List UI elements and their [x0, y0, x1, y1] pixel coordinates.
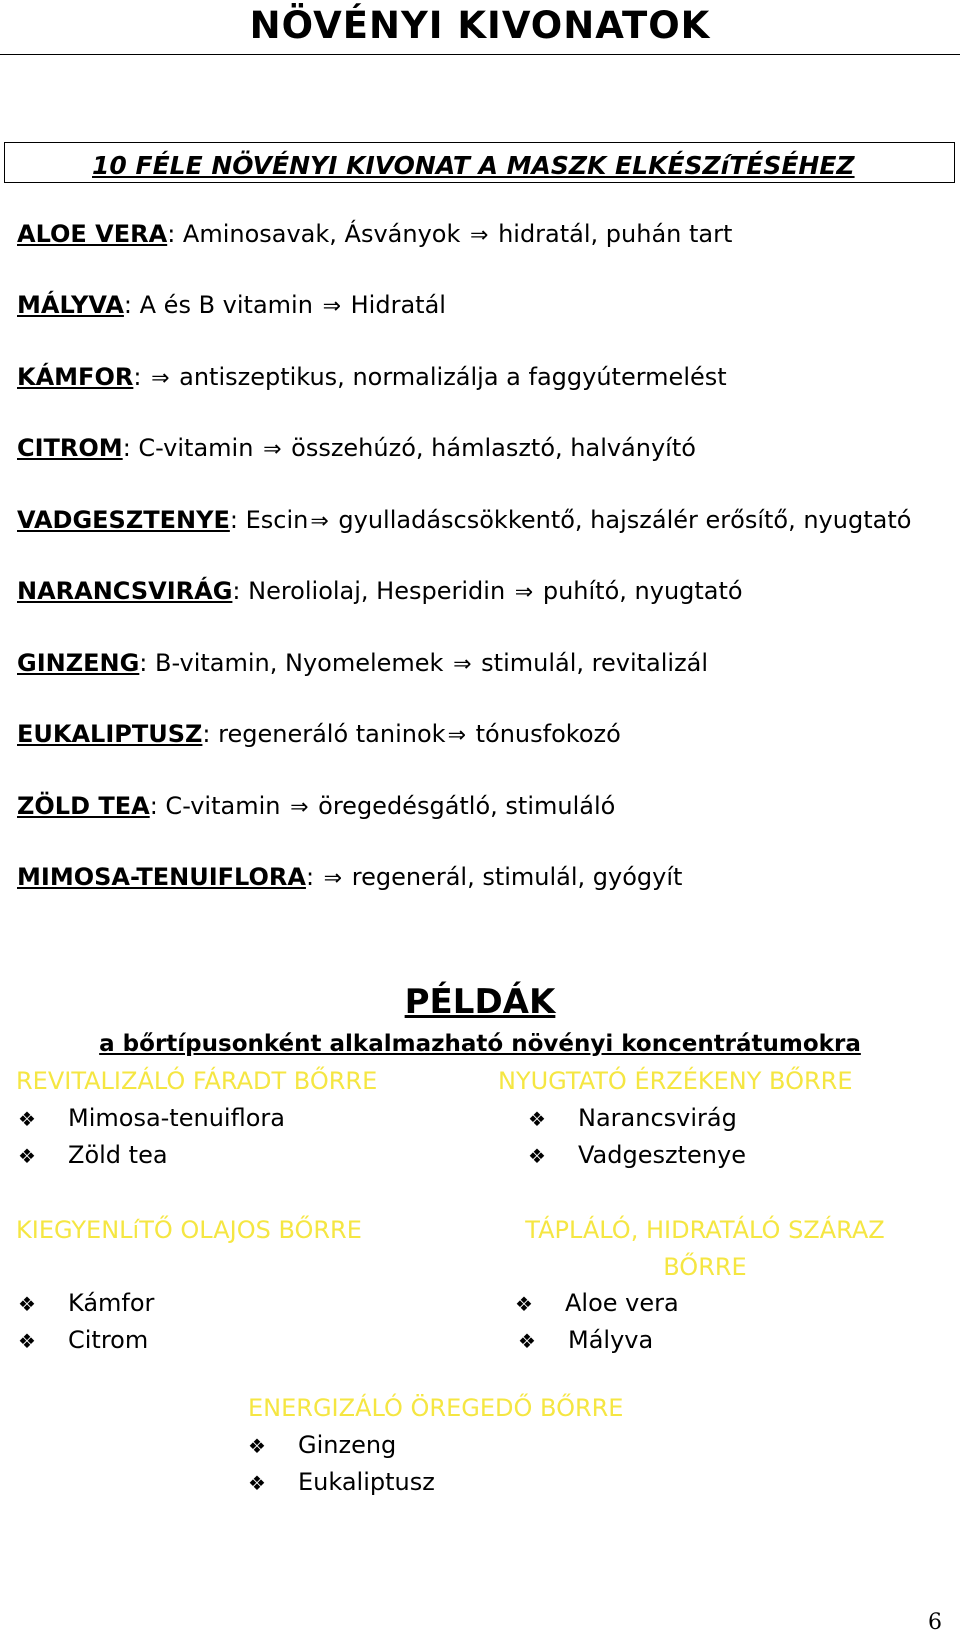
extract-effect: antiszeptikus, normalizálja a faggyútermelést: [171, 363, 727, 391]
category-label: [470, 1212, 940, 1286]
arrow-icon: ⇒: [453, 652, 472, 677]
extract-row: [17, 433, 696, 465]
extract-row: [17, 290, 446, 322]
category-label-line: TÁPLÁLÓ, HIDRATÁLÓ SZÁRAZ: [525, 1216, 885, 1244]
list-item-label: Eukaliptusz: [298, 1468, 435, 1496]
extract-row: [17, 791, 615, 823]
extract-name: VADGESZTENYE: [17, 506, 230, 534]
extract-row: [17, 219, 732, 251]
arrow-icon: ⇒: [290, 795, 309, 820]
arrow-icon: ⇒: [323, 866, 343, 891]
examples-heading: PÉLDÁK: [404, 982, 556, 1022]
extract-row: [17, 505, 911, 537]
list-item: [248, 1427, 396, 1465]
list-item: [528, 1100, 737, 1138]
extract-row: [17, 576, 743, 608]
extract-ingredients: : A és B vitamin: [123, 291, 321, 319]
arrow-icon: ⇒: [322, 294, 341, 319]
list-item: [18, 1285, 154, 1323]
extract-name: GINZENG: [17, 649, 140, 677]
diamond-bullet-icon: ❖: [528, 1107, 546, 1131]
extract-ingredients: :: [305, 863, 322, 891]
arrow-icon: ⇒: [263, 437, 282, 462]
category-label: KIEGYENLíTŐ OLAJOS BŐRRE: [16, 1216, 362, 1244]
list-item: [18, 1322, 148, 1360]
diamond-bullet-icon: ❖: [518, 1329, 536, 1353]
extract-effect: gyulladáscsökkentő, hajszálér erősítő, nyugtató: [330, 506, 912, 534]
extract-ingredients: : Escin: [229, 506, 309, 534]
extract-row: [17, 719, 621, 751]
list-item-label: Narancsvirág: [578, 1104, 737, 1132]
title-divider: [0, 54, 960, 55]
extract-row: [17, 362, 727, 394]
list-item-label: Citrom: [68, 1326, 149, 1354]
diamond-bullet-icon: ❖: [18, 1107, 36, 1131]
list-item: [18, 1100, 285, 1138]
diamond-bullet-icon: ❖: [18, 1329, 36, 1353]
diamond-bullet-icon: ❖: [18, 1144, 36, 1168]
arrow-icon: ⇒: [470, 223, 489, 248]
list-item: [515, 1285, 679, 1323]
list-item-label: Mimosa-tenuiflora: [68, 1104, 285, 1132]
list-item-label: Mályva: [568, 1326, 654, 1354]
extract-ingredients: : C-vitamin: [122, 434, 262, 462]
extract-effect: regenerál, stimulál, gyógyít: [344, 863, 683, 891]
extract-effect: puhító, nyugtató: [535, 577, 743, 605]
extract-effect: hidratál, puhán tart: [490, 220, 733, 248]
arrow-icon: ⇒: [514, 580, 534, 605]
diamond-bullet-icon: ❖: [515, 1292, 533, 1316]
extract-row: [17, 862, 682, 894]
extract-name: KÁMFOR: [17, 363, 134, 391]
extract-name: EUKALIPTUSZ: [17, 720, 203, 748]
arrow-icon: ⇒: [310, 509, 329, 534]
extract-ingredients: : Aminosavak, Ásványok: [167, 220, 468, 248]
extract-effect: Hidratál: [343, 291, 446, 319]
list-item-label: Kámfor: [68, 1289, 155, 1317]
diamond-bullet-icon: ❖: [248, 1471, 266, 1495]
extract-effect: öregedésgátló, stimuláló: [310, 792, 616, 820]
extract-ingredients: : Neroliolaj, Hesperidin: [232, 577, 513, 605]
page-title: NÖVÉNYI KIVONATOK: [249, 4, 711, 47]
extract-name: NARANCSVIRÁG: [17, 577, 233, 605]
arrow-icon: ⇒: [151, 366, 170, 391]
list-item: [528, 1137, 746, 1175]
extract-ingredients: :: [133, 363, 150, 391]
examples-subheading: a bőrtípusonként alkalmazható növényi koncentrátumokra: [99, 1031, 861, 1057]
extract-ingredients: : regeneráló taninok: [202, 720, 446, 748]
list-item-label: Zöld tea: [68, 1141, 168, 1169]
extract-effect: összehúzó, hámlasztó, halványító: [283, 434, 696, 462]
extract-name: MIMOSA-TENUIFLORA: [17, 863, 306, 891]
list-item: [248, 1464, 435, 1502]
list-item-label: Ginzeng: [298, 1431, 397, 1459]
category-label-line: BŐRRE: [663, 1253, 747, 1281]
category-label: REVITALIZÁLÓ FÁRADT BŐRRE: [16, 1067, 378, 1095]
category-label: ENERGIZÁLÓ ÖREGEDŐ BŐRRE: [248, 1394, 624, 1422]
extract-name: ALOE VERA: [17, 220, 168, 248]
category-label: NYUGTATÓ ÉRZÉKENY BŐRRE: [498, 1067, 853, 1095]
extract-ingredients: : C-vitamin: [149, 792, 289, 820]
extract-name: CITROM: [17, 434, 123, 462]
extract-name: MÁLYVA: [17, 291, 124, 319]
diamond-bullet-icon: ❖: [248, 1434, 266, 1458]
extract-ingredients: : B-vitamin, Nyomelemek: [139, 649, 452, 677]
extract-row: [17, 648, 708, 680]
diamond-bullet-icon: ❖: [528, 1144, 546, 1168]
extract-effect: stimulál, revitalizál: [473, 649, 709, 677]
page-number: 6: [928, 1610, 942, 1635]
list-item-label: Aloe vera: [565, 1289, 679, 1317]
list-item: [18, 1137, 168, 1175]
list-item: [518, 1322, 653, 1360]
arrow-icon: ⇒: [447, 723, 466, 748]
extract-effect: tónusfokozó: [468, 720, 621, 748]
subtitle: 10 FÉLE NÖVÉNYI KIVONAT A MASZK ELKÉSZíTÉSÉHEZ: [92, 151, 855, 180]
list-item-label: Vadgesztenye: [578, 1141, 746, 1169]
extract-name: ZÖLD TEA: [17, 792, 150, 820]
diamond-bullet-icon: ❖: [18, 1292, 36, 1316]
